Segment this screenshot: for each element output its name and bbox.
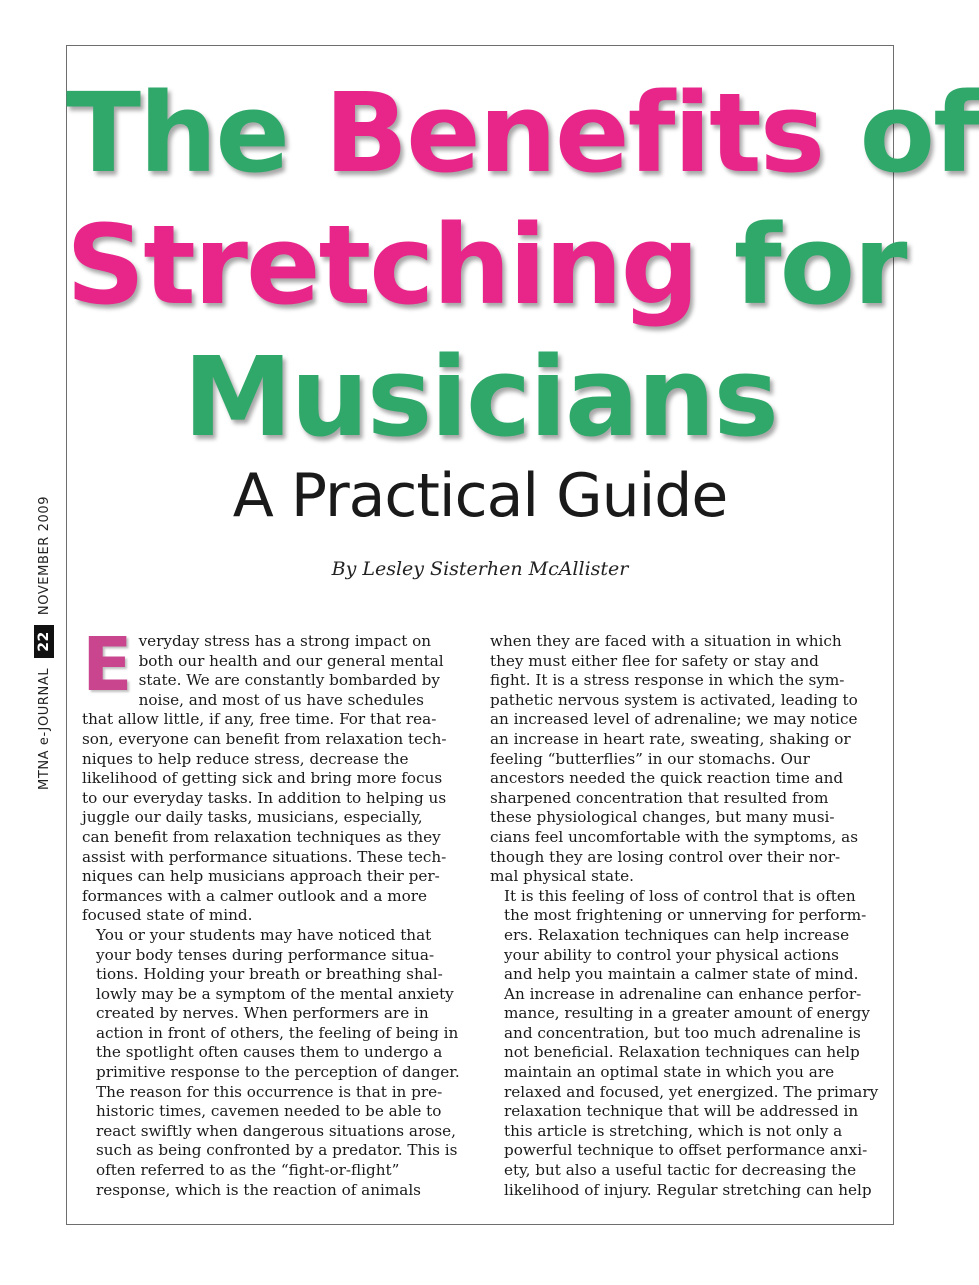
text-line: maintain an optimal state in which you are (504, 1063, 835, 1082)
text-line: mance, resulting in a greater amount of energy (504, 1004, 870, 1023)
text-line: sharpened concentration that resulted from (490, 788, 829, 807)
text-line: cians feel uncomfortable with the symptoms, as (490, 827, 859, 846)
paragraph (82, 926, 470, 1200)
text-line: son, everyone can benefit from relaxation tech- (82, 729, 447, 748)
text-line: the most frightening or unnerving for perform- (504, 906, 867, 925)
text-line: to our everyday tasks. In addition to helping us (82, 788, 447, 807)
title-line-2 (66, 201, 906, 329)
drop-cap: E (82, 622, 133, 708)
text-line: veryday stress has a strong impact on (138, 632, 432, 650)
text-line: niques can help musicians approach their per- (82, 867, 440, 886)
text-line: this article is stretching, which is not only a (504, 1121, 843, 1140)
article-column-right (490, 632, 878, 1200)
title-line-3 (66, 333, 894, 461)
text-line: your ability to control your physical actions (504, 945, 839, 964)
text-line: an increased level of adrenaline; we may notice (490, 710, 858, 729)
text-line: when they are faced with a situation in which (490, 632, 842, 650)
text-line: the spotlight often causes them to undergo a (96, 1043, 443, 1062)
text-line: can benefit from relaxation techniques as they (82, 827, 441, 846)
text-line: An increase in adrenaline can enhance perfor- (504, 984, 862, 1003)
text-line: response, which is the reaction of animals (96, 1180, 421, 1199)
text-line: and concentration, but too much adrenaline is (504, 1023, 861, 1042)
text-line: niques to help reduce stress, decrease the (82, 749, 409, 768)
title-line-1 (66, 69, 979, 197)
text-line: mal physical state. (490, 867, 634, 886)
text-line: both our health and our general mental (138, 651, 444, 670)
text-line: powerful technique to offset performance anxi- (504, 1141, 868, 1160)
text-line: such as being confronted by a predator. This is (96, 1141, 458, 1160)
text-line: tions. Holding your breath or breathing shal- (96, 965, 443, 984)
text-line: noise, and most of us have schedules (138, 690, 424, 709)
title-word: Stretching (66, 201, 698, 329)
text-line: though they are losing control over their nor- (490, 847, 841, 866)
text-line: an increase in heart rate, sweating, shaking or (490, 729, 851, 748)
text-line: not beneficial. Relaxation techniques can help (504, 1043, 860, 1062)
text-line: react swiftly when dangerous situations arose, (96, 1121, 456, 1140)
text-line: state. We are constantly bombarded by (138, 671, 440, 690)
page-sidebar (28, 480, 60, 790)
title-word: for (733, 201, 906, 329)
text-line: fight. It is a stress response in which the sym- (490, 671, 845, 690)
text-line: The reason for this occurrence is that in pre- (96, 1082, 443, 1101)
paragraph (82, 622, 470, 926)
text-line: likelihood of injury. Regular stretching can help (504, 1180, 872, 1199)
issue-date: NOVEMBER 2009 (36, 495, 52, 616)
text-line: action in front of others, the feeling of being in (96, 1023, 459, 1042)
text-line: and help you maintain a calmer state of mind. (504, 965, 859, 984)
byline: By Lesley Sisterhen McAllister (331, 558, 629, 580)
text-line: feeling “butterflies” in our stomachs. Our (490, 749, 810, 768)
text-line: ers. Relaxation techniques can help increase (504, 925, 850, 944)
title-word: Musicians (183, 333, 777, 461)
subtitle: A Practical Guide (232, 461, 728, 531)
text-line: You or your students may have noticed that (96, 925, 432, 944)
title-word: The (66, 69, 288, 197)
text-line: pathetic nervous system is activated, leading to (490, 690, 858, 709)
journal-name: MTNA e-JOURNAL (36, 667, 52, 790)
text-line: primitive response to the perception of danger. (96, 1063, 460, 1082)
text-line: these physiological changes, but many musi- (490, 808, 835, 827)
text-line: focused state of mind. (82, 906, 253, 925)
paragraph (490, 887, 878, 1201)
text-line: juggle our daily tasks, musicians, especially, (82, 808, 423, 827)
title-word: Benefits (324, 69, 824, 197)
text-line: relaxation technique that will be addressed in (504, 1102, 859, 1121)
article-column-left (82, 622, 470, 1200)
text-line: they must either flee for safety or stay and (490, 651, 819, 670)
text-line: likelihood of getting sick and bring more focus (82, 769, 443, 788)
text-line: that allow little, if any, free time. For that rea- (82, 710, 437, 729)
page-number: 22 (34, 625, 54, 658)
text-line: assist with performance situations. These tech- (82, 847, 447, 866)
text-line: lowly may be a symptom of the mental anxiety (96, 984, 454, 1003)
title-word: of (859, 69, 979, 197)
text-line: ety, but also a useful tactic for decreasing the (504, 1161, 857, 1180)
text-line: formances with a calmer outlook and a more (82, 886, 427, 905)
paragraph (490, 632, 878, 887)
text-line: created by nerves. When performers are in (96, 1004, 429, 1023)
text-line: ancestors needed the quick reaction time and (490, 769, 844, 788)
text-line: your body tenses during performance situa- (96, 945, 435, 964)
text-line: It is this feeling of loss of control that is often (504, 886, 856, 905)
text-line: historic times, cavemen needed to be able to (96, 1102, 442, 1121)
text-line: often referred to as the “fight-or-flight” (96, 1161, 400, 1180)
text-line: relaxed and focused, yet energized. The primary (504, 1082, 879, 1101)
